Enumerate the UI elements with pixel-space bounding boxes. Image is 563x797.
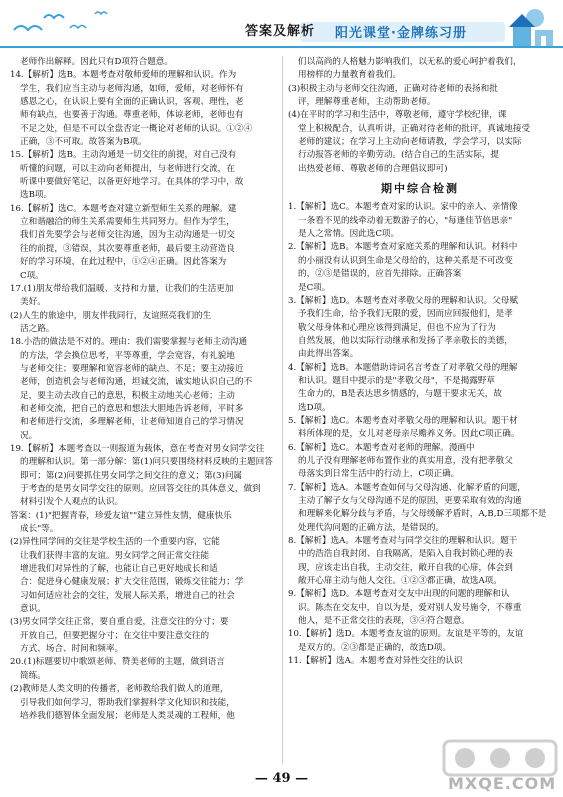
text-line: 8.【解析】选A。本题考查对与同学交往的理解和认识。题干	[288, 536, 518, 547]
text-line: 的方法，学会换位思考，平等尊重，学会宽容，有礼貌地	[20, 350, 235, 361]
answer-block-midterm	[288, 201, 552, 668]
text-line: 评，理解尊重老师，主动帮助老师。	[298, 97, 436, 108]
text-line: 况。	[20, 430, 38, 441]
text-line: (2)人生的旅途中，朋友伴我同行，友谊照亮我们的生	[10, 310, 212, 321]
text-line: 生命力的，B是表达思乡情感的，与题干要求无关，故	[298, 389, 502, 400]
text-line: 习如何适应社会的交往，发展人际关系，增进自己的社会	[20, 590, 235, 601]
text-line: 正确，③不可取。故答案为B项。	[20, 137, 147, 148]
text-line: 予我们生命，给予我们无限的爱，因而应回报他们，是孝	[298, 309, 513, 320]
answer-block-grade	[288, 56, 552, 176]
text-line: 的理解和认识。第一部分解：第(1)问只要围绕材料反映的主题回答	[20, 457, 273, 468]
text-line: 我们首先要学会与老师交往沟通，因为主动沟通是一切交	[20, 230, 235, 241]
text-line: 5.【解析】选C。本题考查对孝敬父母的理解和认识。题干材	[288, 415, 518, 426]
page-header	[0, 0, 563, 52]
text-line: 母落实到日常生活中的行动上，C项正确。	[298, 469, 460, 480]
text-line: 的，②③是错误的，应首先排除。正确答案	[298, 269, 462, 280]
text-line: 听懂的问题，可以主动向老师提出，与老师进行交流，在	[20, 163, 235, 174]
right-column	[288, 56, 552, 668]
text-line: 成长"等。	[20, 524, 59, 535]
text-line: 堂上积极配合，认真听讲，正确对待老师的批评，真诚地接受	[298, 123, 531, 134]
text-line: 中的浩浩自我封闭、自我隔离，是陷入自我封锁心理的表	[298, 549, 513, 560]
text-line: 主动了解子女与父母沟通不足的原因，更要采取有效的沟通	[298, 496, 522, 506]
text-line: 6.【解析】选C。本题考查对老师的理解。漫画中	[288, 442, 475, 453]
text-line: 敬父母身体和心理应该得到满足，但也不应为了行为	[298, 322, 496, 333]
text-line: 17.(1)朋友带给我们温暖、支持和力量，让我们的生活更加	[10, 283, 234, 294]
page-number: — 49 —	[254, 771, 309, 786]
text-line: 识。陈杰在交友中，自以为是，爱对别人发号施令，不尊重	[298, 602, 522, 613]
header-title: 答案及解析	[245, 24, 316, 39]
text-line: C项。	[20, 270, 44, 281]
text-line: 和老师交流，把自己的意思和想法大胆地告诉老师，平时多	[20, 403, 244, 414]
column-divider	[282, 56, 283, 764]
text-line: 意识。	[20, 604, 46, 615]
text-line: 引导我们如何学习，帮助我们掌握科学文化知识和技能，	[20, 697, 235, 708]
watermark-text: MXQE.COM	[448, 774, 557, 793]
text-line: 16.【解析】选C。本题考查对建立新型师生关系的理解。建	[10, 203, 237, 214]
left-column	[10, 56, 276, 723]
text-line: 增进我们对异性的了解，也能让自己更好地成长和适	[20, 564, 218, 575]
text-line: 不足之处，但是不可以全盘否定一概论对老师的认识。①②④	[20, 123, 253, 134]
text-line: 18.小浩的做法是不对的。理由：我们需要掌握与老师主动沟通	[10, 337, 248, 348]
text-line: 9.【解析】选D。本题考查对交友中出现的问题的理解和认	[288, 589, 510, 600]
text-line: 处理代沟问题的正确方法，是错误的。	[298, 522, 445, 533]
mid-exam-title: 期中综合检测	[381, 182, 459, 196]
text-line: 出热爱老师、尊敬老师的合理倡议即可)	[298, 163, 448, 174]
text-line: 和认识。题目中提示的是"孝敬父母"，不是揭露野草	[298, 375, 495, 386]
text-line: 的儿子没有理解老师布置作业的真实用意，没有把孝敬父	[298, 455, 513, 466]
text-line: 活之路。	[20, 323, 55, 334]
text-line: 与老师交往；要理解和宽容老师的缺点、不足；要主动接近	[20, 363, 244, 374]
text-line: (4)在平时的学习和生活中，尊敬老师，遵守学校纪律，课	[288, 110, 507, 121]
header-brand: 阳光课堂·金牌练习册	[335, 26, 467, 41]
text-line: (2)异性同学间的交往是学校生活的一个重要内容，它能	[10, 537, 220, 548]
text-line: 10.【解析】选D。本题考查友谊的原则。友谊是平等的，友谊	[288, 629, 524, 640]
text-line: 美好。	[20, 297, 46, 308]
text-line: 20.(1)标题要切中歌颂老师、赞美老师的主题，做到语言	[10, 657, 225, 668]
text-line: 一条看不见的线牵动着无数游子的心，"每逢佳节倍思亲"	[298, 215, 513, 226]
text-line: 老师，创造机会与老师沟通，坦诚交流，诚实地认识自己的不	[20, 377, 253, 388]
text-line: 方式、场合、时间和频率。	[20, 644, 124, 655]
text-line: 是C项。	[298, 282, 331, 293]
text-line: 和老师进行交流，多理解老师，让老师知道自己的学习情况	[20, 417, 244, 428]
text-line: 由此得出答案。	[298, 349, 359, 360]
text-line: 材料引发个人观点的认识。	[20, 497, 124, 508]
text-line: 2.【解析】选B。本题考查对家庭关系的理解和认识。材料中	[288, 242, 518, 253]
text-line: 合：促进身心健康发展；扩大交往范围，锻炼交往能力；学	[20, 577, 244, 588]
text-line: 于考查的是男女同学交往的原则。应回答交往的具体意义，做到	[20, 484, 261, 494]
text-line: 14.【解析】选B。本题考查对敬师爱师的理解和认识。作为	[10, 70, 237, 81]
text-line: 19.【解析】本题考查以一则报道为载体，意在考查对男女同学交往	[10, 443, 265, 454]
house-icon	[505, 4, 560, 48]
text-line: 用榜样的力量教育着我们。	[298, 70, 402, 81]
text-line: 4.【解析】选B。本题借助诗词名言考查了对孝敬父母的理解	[288, 362, 518, 373]
text-line: 的小丽没有认识到生命是父母给的，这种关系是不可改变	[298, 255, 513, 266]
text-line: 自然发展，他以实际行动继承和发扬了孝亲敬长的美德，	[298, 335, 513, 346]
text-line: 答案：(1)"把握青春，珍爱友谊""建立异性友情，健康快乐	[10, 510, 232, 521]
text-line: 即可；第(2)问要抓住男女同学之间交往的意义；第(3)问属	[20, 470, 243, 481]
text-line: 是人之常情。因此选C项。	[298, 229, 400, 240]
text-line: 让我们获得丰富的友谊。男女同学之间正常交往能	[20, 550, 210, 561]
text-line: 7.【解析】选A。本题考查如何与父母沟通、化解矛盾的问题，	[288, 482, 526, 493]
text-line: 往的前提，③错误，其次要尊重老师，最后要主动营造良	[20, 243, 235, 254]
header-rule	[0, 46, 563, 48]
text-line: 是双方的。②③都是正确的，故选D项。	[298, 642, 451, 653]
text-line: 1.【解析】选C。本题考查对家的认识。家中的亲人、亲情像	[288, 202, 518, 213]
text-line: (3)男女同学交往正常，要自重自爱，注意交往的分寸；要	[10, 617, 229, 628]
text-line: 们以高尚的人格魅力影响我们，以无私的爱心呵护着我们，	[298, 57, 522, 67]
text-line: 立和谐融洽的师生关系需要师生共同努力。但作为学生，	[20, 217, 235, 228]
text-line: 选D项。	[298, 402, 331, 413]
text-line: 他人，是不正常交往的表现，③④符合题意。	[298, 616, 470, 627]
text-line: 现，应该走出自我，主动交往，敞开自我的心扉，体会到	[298, 562, 513, 573]
text-line: 老师作出解释。因此只有D项符合题意。	[20, 57, 173, 67]
text-line: 感恩之心，在认识上要有全面的正确认识，客观、理性，老	[20, 97, 244, 108]
text-line: 简练。	[20, 670, 46, 681]
text-line: 培养我们德智体全面发展；老师是人类灵魂的工程师，他	[20, 710, 235, 721]
text-line: 选B项。	[20, 190, 53, 201]
text-line: 3.【解析】选D。本题考查对孝敬父母的理解和认识。父母赋	[288, 295, 518, 306]
text-line: 开放自己，但要把握分寸；在交往中要注意交往的	[20, 630, 210, 641]
text-line: 老师的建议；在学习上主动向老师请教，学会学习，以实际	[298, 137, 522, 148]
text-line: 师有缺点，也要善于沟通。尊重老师，体谅老师，老师也有	[20, 110, 244, 121]
flying-birds-icon	[0, 0, 130, 48]
text-line: (3)积极主动与老师交往沟通，正确对待老师的表扬和批	[288, 83, 498, 94]
text-line: 和理解来化解分歧与矛盾，与父母缓解矛盾时，A,B,D三项都不是	[298, 509, 547, 520]
text-line: 好的学习环境，在此过程中，①②④正确。因此答案为	[20, 257, 227, 268]
text-line: 敞开心扉主动与他人交往。①②③都正确，故选A项。	[298, 576, 502, 587]
text-line: 料所体现的是，女儿对老母亲尽赡养义务。因此C项正确。	[298, 429, 520, 440]
text-line: 15.【解析】选B。主动沟通是一切交往的前提，对自己没有	[10, 150, 237, 161]
text-line: 足，要主动去改自己的意思，积极主动地关心老师；主动	[20, 390, 235, 401]
text-line: 学生，我们应当主动与老师沟通，如师，爱师，对老师怀有	[20, 83, 244, 94]
text-line: 11.【解析】选A。本题考查对异性交往的认识	[288, 656, 463, 667]
text-line: (2)教师是人类文明的传播者，老师教给我们做人的道理，	[10, 684, 229, 695]
text-line: 听课中要做好笔记，以备更好地学习。在具体的学习中，故	[20, 177, 244, 188]
text-line: 行动报答老师的辛勤劳动。(结合自己的生活实际，提	[298, 150, 500, 161]
